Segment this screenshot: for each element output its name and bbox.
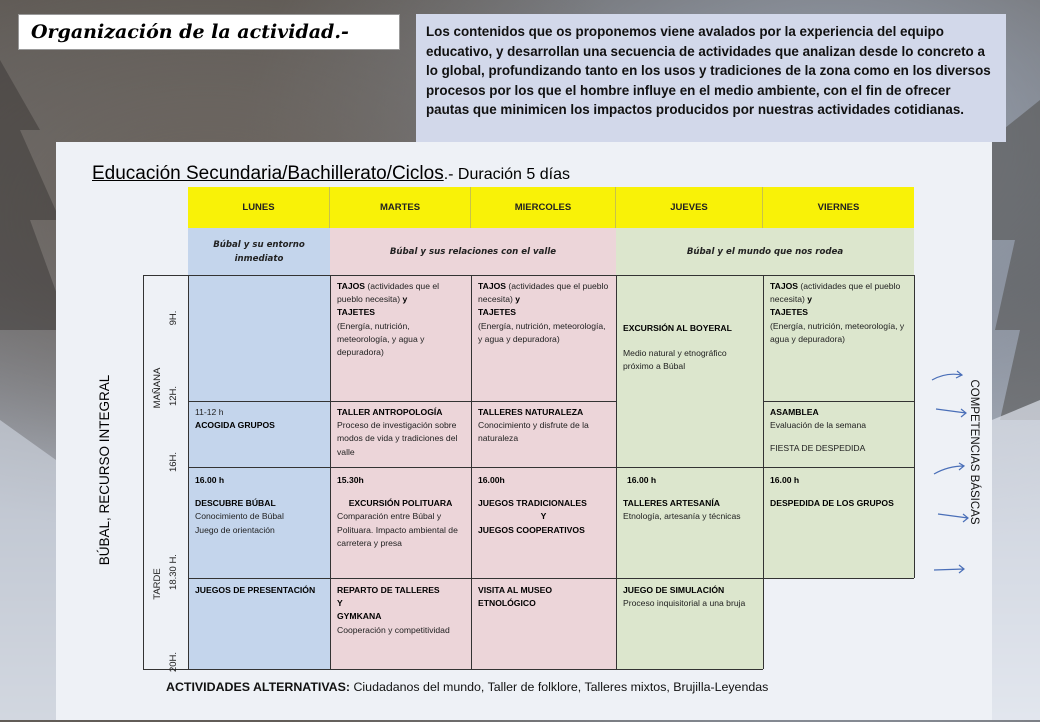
header-miercoles: MIERCOLES [471, 187, 616, 228]
spacer [195, 487, 323, 497]
spacer [478, 487, 609, 497]
grid-line [143, 275, 144, 669]
spacer [770, 432, 907, 442]
time-tarde: TARDE [152, 568, 163, 600]
title-box [18, 14, 400, 50]
tajos-title: TAJOS [337, 281, 366, 291]
reparto-title2: GYMKANA [337, 611, 382, 622]
mie-y: Y [540, 511, 547, 522]
jue-desc: Etnología, artesanía y técnicas [623, 511, 741, 522]
cell-viernes-manana [763, 276, 914, 350]
tajos-detail: (Energía, nutrición, meteorología, y agua y depuradora) [478, 320, 606, 344]
tajos-y: y [402, 294, 408, 305]
tajos-desc: (actividades que el pueblo necesita) [337, 281, 440, 305]
arrow-icon [932, 562, 968, 576]
mar-title: EXCURSIÓN POLITUARA [348, 498, 453, 509]
reparto-title1: REPARTO DE TALLERES [337, 585, 440, 595]
taller-antro-title: TALLER ANTROPOLOGÍA [337, 407, 443, 417]
schedule-heading [92, 163, 570, 185]
time-12h: 12H. [168, 385, 179, 407]
cell-miercoles-tarde [471, 470, 616, 541]
tajos-y: y [807, 294, 813, 305]
header-martes: MARTES [330, 187, 471, 228]
fiesta: FIESTA DE DESPEDIDA [770, 443, 866, 454]
tajos-desc: (actividades que el pueblo necesita) [478, 281, 609, 305]
cell-martes-tarde [330, 470, 471, 554]
side-label-right: COMPETENCIAS BÁSICAS [968, 379, 980, 525]
juegos-presentacion: JUEGOS DE PRESENTACIÓN [195, 585, 316, 595]
time-manana: MAÑANA [152, 367, 163, 409]
jue-title: TALLERES ARTESANÍA [623, 498, 720, 509]
simul-desc: Proceso inquisitorial a una bruja [623, 598, 746, 609]
heading-main: Educación Secundaria/Bachillerato/Ciclos [92, 163, 444, 184]
simul-title: JUEGO DE SIMULACIÓN [623, 585, 725, 595]
cell-lunes-noche [188, 580, 330, 601]
acogida-time: 11-12 h [195, 407, 224, 417]
cell-miercoles-mediodia [471, 402, 616, 450]
tajos-y: y [515, 294, 521, 305]
tajetes-title: TAJETES [337, 307, 376, 318]
theme-entorno: Búbal y su entorno inmediato [188, 228, 330, 275]
spacer [623, 335, 756, 347]
asamblea-title: ASAMBLEA [770, 407, 819, 417]
vie-time: 16.00 h [770, 475, 800, 485]
footer-text: Ciudadanos del mundo, Taller de folklore, Talleres mixtos, Brujilla-Leyendas [350, 680, 769, 694]
spacer [623, 487, 756, 497]
cell-viernes-tarde [763, 470, 914, 514]
spacer [337, 487, 464, 497]
mie-title2: JUEGOS COOPERATIVOS [478, 524, 585, 535]
tajos-desc: (actividades que el pueblo necesita) [770, 281, 901, 305]
grid-line [188, 467, 914, 468]
lun-title: DESCUBRE BÚBAL [195, 498, 276, 509]
cell-martes-noche [330, 580, 471, 641]
cell-jueves-noche [616, 580, 763, 614]
cell-viernes-mediodia [763, 402, 914, 460]
intro-text: Los contenidos que os proponemos viene avalados por la experiencia del equipo educativo, y desarrollan una secuencia de actividades que analizan desde lo concreto a lo global, profundizando tanto en los usos y tradiciones de la zona como en los diversos procesos por los que el hombre influye en el medio ambiente, con el fin de ofrecer pautas que minimicen los impactos producidos por nuestras actividades cotidianas. [416, 14, 1006, 142]
time-20h: 20H. [168, 651, 179, 673]
cell-jueves-tarde [616, 470, 763, 528]
header-viernes: VIERNES [763, 187, 914, 228]
mie-title1: JUEGOS TRADICIONALES [478, 498, 587, 509]
asamblea-desc: Evaluación de la semana [770, 420, 867, 431]
tajos-detail: (Energía, nutrición, meteorología, y agua y depuradora) [770, 320, 905, 344]
reparto-desc: Cooperación y competitividad [337, 624, 450, 635]
excursion-desc: Medio natural y etnográfico próximo a Búbal [623, 348, 727, 372]
jue-time: 16.00 h [627, 475, 657, 485]
tajos-title: TAJOS [770, 281, 799, 291]
cell-lunes-tarde [188, 470, 330, 541]
talleres-nat-title: TALLERES NATURALEZA [478, 407, 584, 417]
lun-desc1: Conocimiento de Búbal [195, 511, 284, 522]
heading-duration: .- Duración 5 días [443, 166, 570, 183]
arrow-icon [932, 462, 968, 476]
time-1830h: 18.30 H. [168, 554, 179, 590]
page-title: Organización de la actividad.- [31, 21, 349, 43]
talleres-nat-desc: Conocimiento y disfrute de la naturaleza [478, 420, 589, 444]
arrow-icon [930, 370, 966, 384]
header-lunes: LUNES [188, 187, 330, 228]
footer-label: ACTIVIDADES ALTERNATIVAS: [166, 680, 351, 694]
taller-antro-desc: Proceso de investigación sobre modos de vida y tradiciones del valle [337, 420, 458, 457]
lun-desc2: Juego de orientación [195, 524, 275, 535]
mar-time: 15.30h [337, 475, 364, 485]
arrow-icon [936, 510, 972, 524]
lun-time: 16.00 h [195, 475, 225, 485]
arrow-icon [934, 405, 970, 419]
time-9h: 9H. [168, 310, 179, 326]
cell-miercoles-noche [471, 580, 616, 614]
cell-miercoles-manana [471, 276, 616, 350]
museo: VISITA AL MUSEO ETNOLÓGICO [478, 585, 553, 609]
spacer [770, 487, 907, 497]
mar-desc: Comparación entre Búbal y Polituara. Impacto ambiental de carretera y presa [337, 511, 458, 548]
header-jueves: JUEVES [616, 187, 763, 228]
tajetes-title: TAJETES [478, 307, 517, 318]
theme-mundo: Búbal y el mundo que nos rodea [616, 228, 914, 275]
cell-jueves-manana [616, 318, 763, 378]
time-16h: 16H. [168, 451, 179, 473]
theme-valle: Búbal y sus relaciones con el valle [330, 228, 616, 275]
reparto-y: Y [337, 598, 343, 609]
grid-line [188, 578, 914, 579]
grid-line [143, 669, 763, 670]
cell-martes-mediodia [330, 402, 471, 463]
vie-title: DESPEDIDA DE LOS GRUPOS [770, 498, 894, 509]
cell-lunes-mediodia [188, 402, 330, 436]
tajetes-title: TAJETES [770, 307, 809, 318]
mie-time: 16.00h [478, 475, 505, 485]
tajos-detail: (Energía, nutrición, meteorología, y agua y depuradora) [337, 320, 425, 358]
acogida-title: ACOGIDA GRUPOS [195, 420, 275, 431]
cell-martes-manana [330, 276, 471, 363]
tajos-title: TAJOS [478, 281, 507, 291]
alternative-activities [166, 680, 768, 694]
excursion-title: EXCURSIÓN AL BOYERAL [623, 323, 732, 333]
grid-line [914, 275, 915, 578]
side-label-left: BÚBAL, RECURSO INTEGRAL [97, 374, 112, 566]
